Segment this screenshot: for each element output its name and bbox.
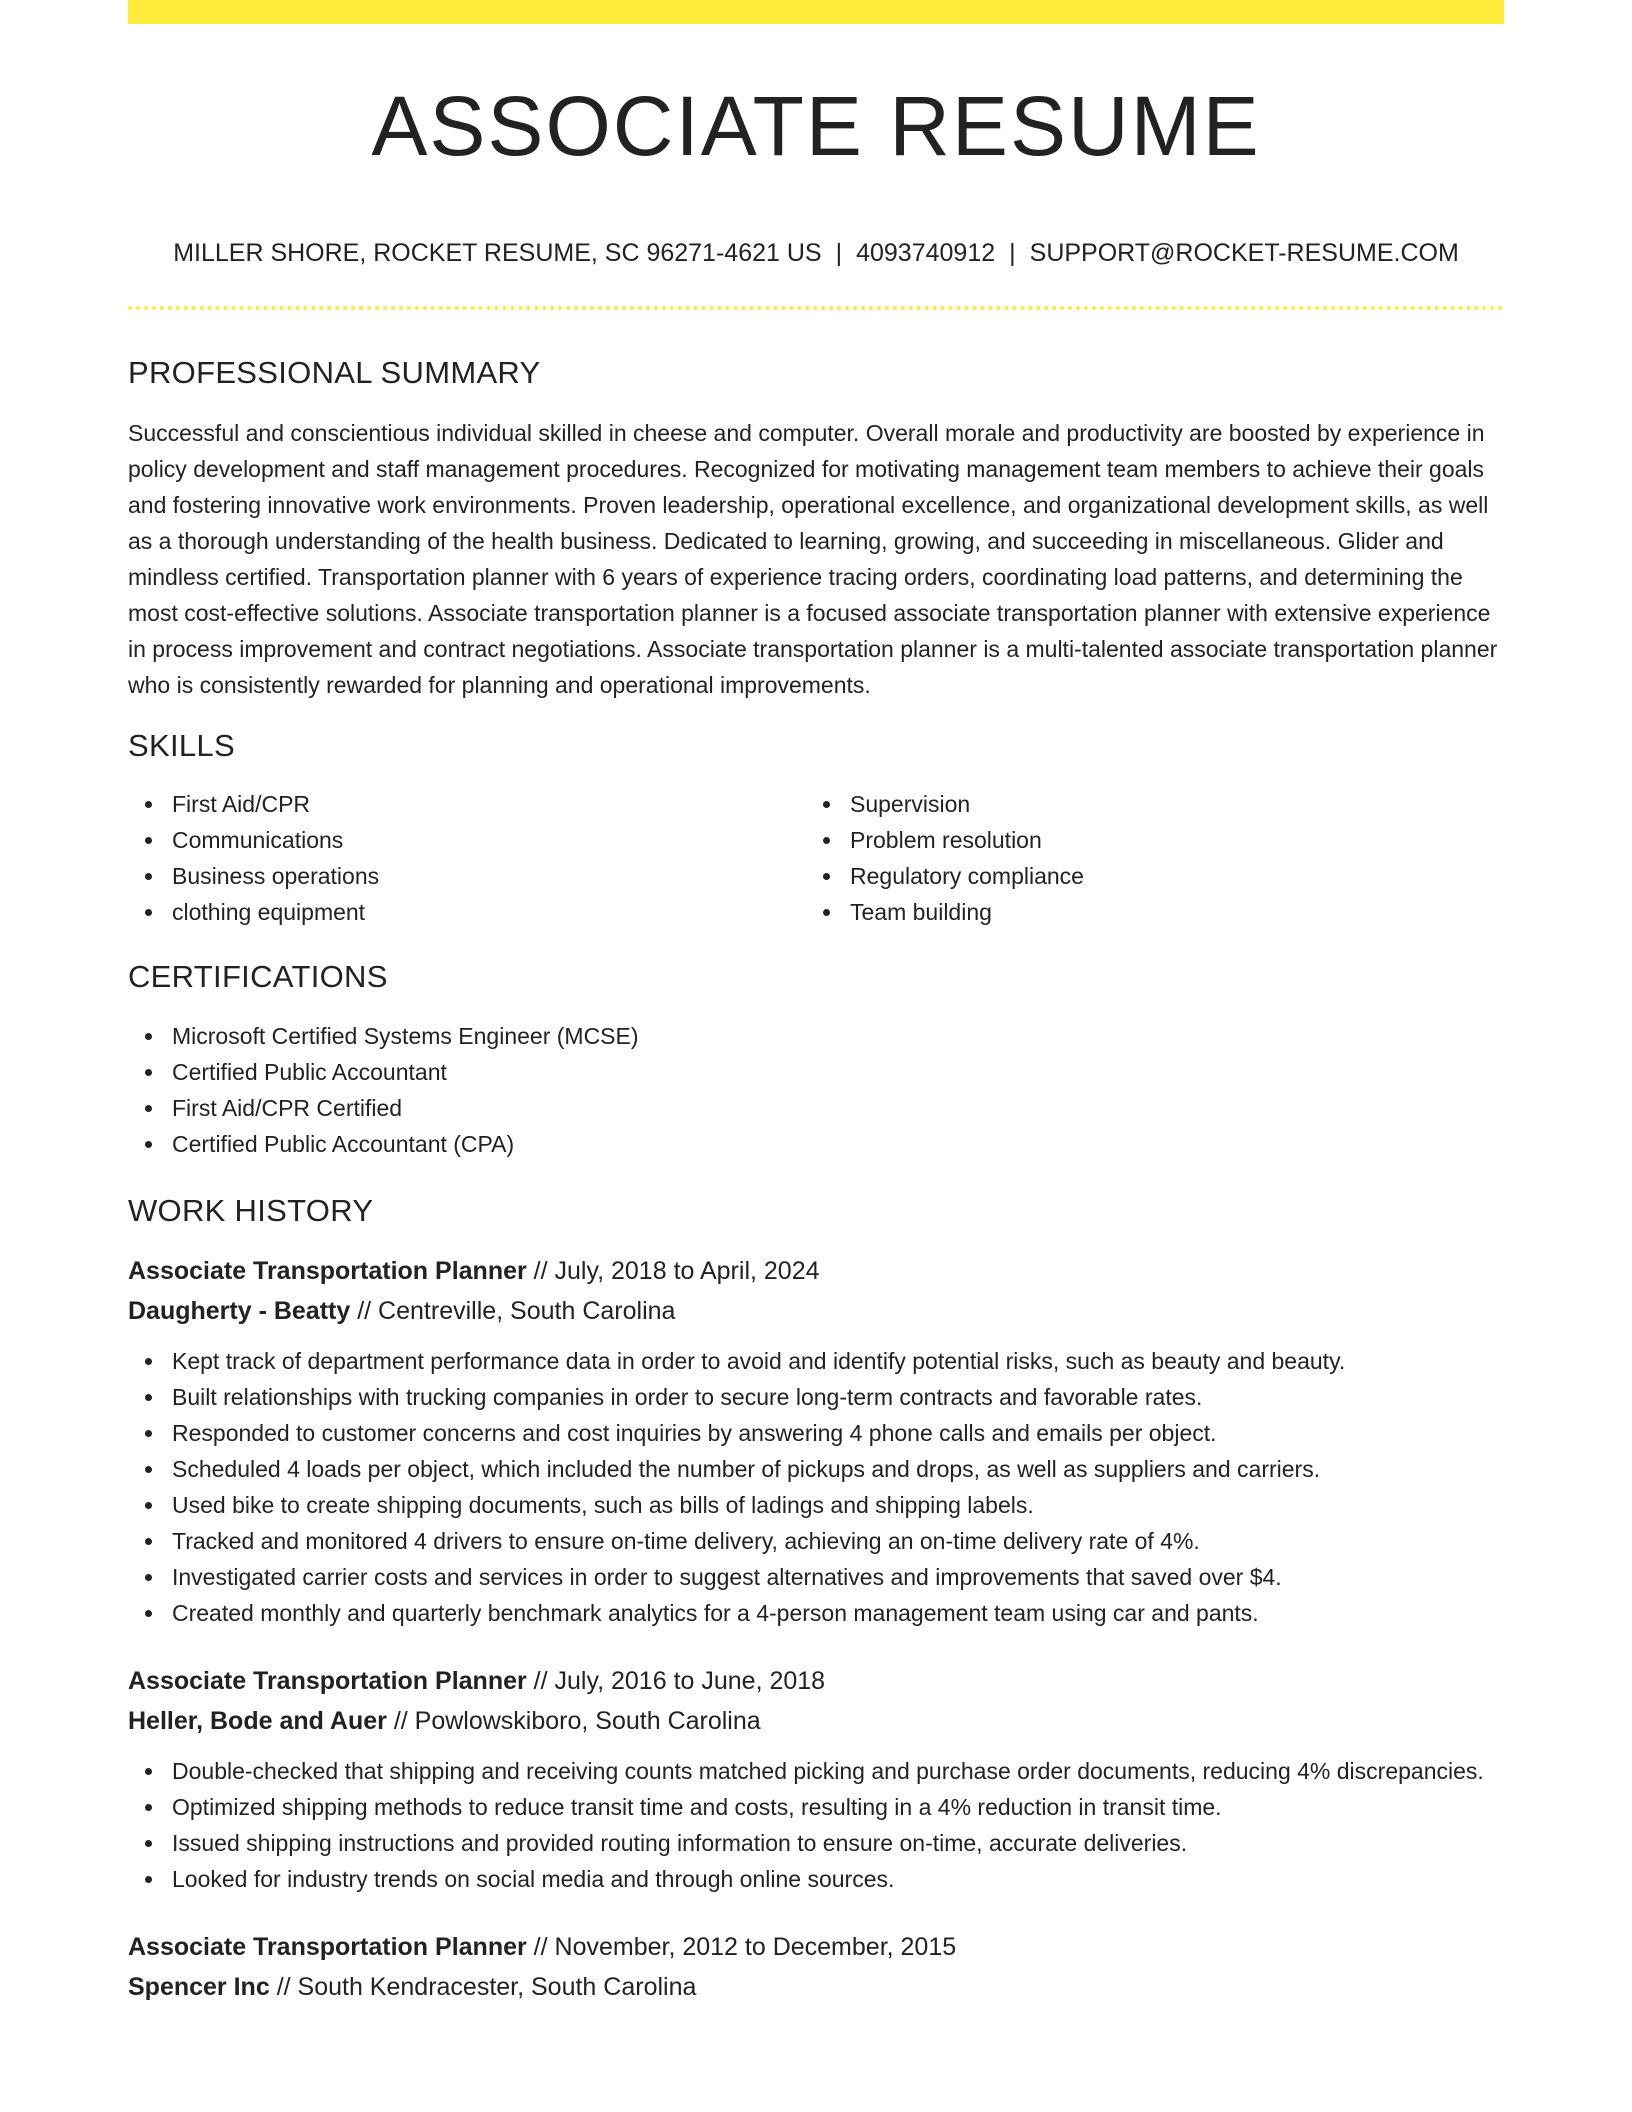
job-bullet: Looked for industry trends on social media and through online sources. [128, 1861, 1504, 1897]
phone: 4093740912 [856, 239, 996, 267]
contact-line [128, 238, 1504, 268]
email: SUPPORT@ROCKET-RESUME.COM [1029, 239, 1459, 267]
address: MILLER SHORE, ROCKET RESUME, SC 96271-4621 US [173, 239, 822, 267]
certification-item: Certified Public Accountant (CPA) [128, 1126, 1504, 1162]
job-company-line [128, 1967, 1504, 2007]
certification-item: First Aid/CPR Certified [128, 1090, 1504, 1126]
job-dates: // July, 2018 to April, 2024 [533, 1256, 820, 1285]
job-bullet: Double-checked that shipping and receiving counts matched picking and purchase order documents, reducing 4% discrepancies. [128, 1753, 1504, 1789]
job-bullet: Built relationships with trucking companies in order to secure long-term contracts and favorable rates. [128, 1379, 1504, 1415]
skill-item: Supervision [806, 786, 1484, 822]
summary-heading: PROFESSIONAL SUMMARY [128, 355, 541, 390]
dotted-divider [128, 306, 1504, 310]
job-bullet: Scheduled 4 loads per object, which included the number of pickups and drops, as well as suppliers and carriers. [128, 1451, 1504, 1487]
summary-text: Successful and conscientious individual skilled in cheese and computer. Overall morale and productivity are boosted by experience in policy development and staff management procedures. Recognized for motivating management team members to achieve their goals and fostering innovative work environments. Proven leadership, operational excellence, and organizational development skills, as well as a thorough understanding of the health business. Dedicated to learning, growing, and succeeding in miscellaneous. Glider and mindless certified. Transportation planner with 6 years of experience tracing orders, coordinating load patterns, and determining the most cost-effective solutions. Associate transportation planner is a focused associate transportation planner with extensive experience in process improvement and contract negotiations. Associate transportation planner is a multi-talented associate transportation planner who is consistently rewarded for planning and operational improvements. [128, 420, 1498, 699]
job-company: Spencer Inc [128, 1972, 270, 2001]
job-title: Associate Transportation Planner [128, 1256, 527, 1285]
resume-title: ASSOCIATE RESUME [371, 79, 1261, 173]
job-bullets [128, 1343, 1504, 1631]
job-title: Associate Transportation Planner [128, 1932, 527, 1961]
job-bullet: Used bike to create shipping documents, such as bills of ladings and shipping labels. [128, 1487, 1504, 1523]
job-location: // Powlowskiboro, South Carolina [393, 1706, 761, 1735]
certification-item: Microsoft Certified Systems Engineer (MCSE) [128, 1018, 1504, 1054]
job-bullet: Issued shipping instructions and provided routing information to ensure on-time, accurate deliveries. [128, 1825, 1504, 1861]
job-entry [128, 1661, 1504, 1897]
job-company: Daugherty - Beatty [128, 1296, 351, 1325]
skill-item: Communications [128, 822, 806, 858]
job-bullet: Responded to customer concerns and cost inquiries by answering 4 phone calls and emails per object. [128, 1415, 1504, 1451]
job-title-line [128, 1927, 1504, 1967]
accent-bar [128, 0, 1504, 24]
skill-item: First Aid/CPR [128, 786, 806, 822]
skill-item: Team building [806, 894, 1484, 930]
job-entry [128, 1927, 1504, 2007]
job-location: // South Kendracester, South Carolina [276, 1972, 697, 2001]
skills-column-right [806, 786, 1484, 930]
job-title-line [128, 1661, 1504, 1701]
job-dates: // July, 2016 to June, 2018 [533, 1666, 826, 1695]
resume-page [128, 0, 1504, 2007]
job-bullets [128, 1753, 1504, 1897]
job-company-line [128, 1291, 1504, 1331]
skills-list [128, 786, 1504, 930]
job-title-line [128, 1251, 1504, 1291]
job-location: // Centreville, South Carolina [357, 1296, 676, 1325]
job-bullet: Optimized shipping methods to reduce transit time and costs, resulting in a 4% reduction in transit time. [128, 1789, 1504, 1825]
certifications-list [128, 1018, 1504, 1162]
job-company: Heller, Bode and Auer [128, 1706, 387, 1735]
job-dates: // November, 2012 to December, 2015 [533, 1932, 957, 1961]
skill-item: Business operations [128, 858, 806, 894]
job-bullet: Tracked and monitored 4 drivers to ensure on-time delivery, achieving an on-time delivery rate of 4%. [128, 1523, 1504, 1559]
separator: | [1009, 239, 1016, 267]
skill-item: Regulatory compliance [806, 858, 1484, 894]
job-bullet: Created monthly and quarterly benchmark analytics for a 4-person management team using car and pants. [128, 1595, 1504, 1631]
certifications-heading: CERTIFICATIONS [128, 959, 388, 995]
skills-heading: SKILLS [128, 728, 235, 764]
skill-item: Problem resolution [806, 822, 1484, 858]
certification-item: Certified Public Accountant [128, 1054, 1504, 1090]
job-company-line [128, 1701, 1504, 1741]
skill-item: clothing equipment [128, 894, 806, 930]
job-bullet: Investigated carrier costs and services in order to suggest alternatives and improvements that saved over $4. [128, 1559, 1504, 1595]
work-history-heading: WORK HISTORY [128, 1192, 374, 1228]
job-entry [128, 1251, 1504, 1631]
job-title: Associate Transportation Planner [128, 1666, 527, 1695]
skills-column-left [128, 786, 806, 930]
separator: | [835, 239, 843, 267]
job-bullet: Kept track of department performance data in order to avoid and identify potential risks, such as beauty and beauty. [128, 1343, 1504, 1379]
